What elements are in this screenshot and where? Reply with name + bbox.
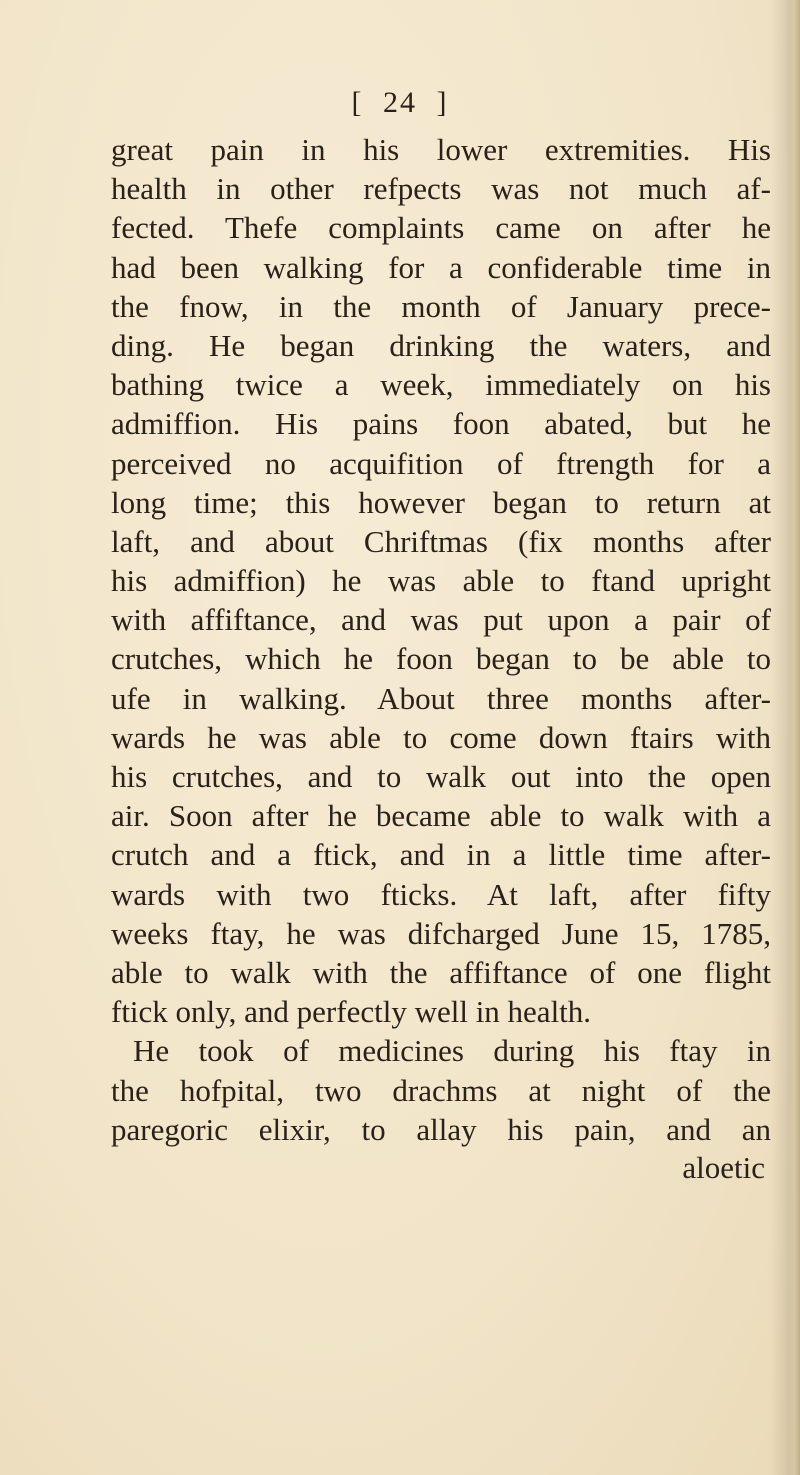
text-line: great pain in his lower extremities. His — [111, 132, 771, 167]
page-edge — [786, 0, 800, 1475]
text-line: He took of medicines during his ftay in — [133, 1033, 771, 1069]
text-line: wards he was able to come down ftairs with — [111, 719, 771, 755]
body-text — [111, 130, 771, 1149]
text-line: crutch and a ftick, and in a little time after- — [111, 837, 771, 873]
text-line: his admiffion) he was able to ftand upright — [111, 563, 771, 599]
text-line: wards with two fticks. At laft, after fifty — [111, 876, 771, 912]
text-line: air. Soon after he became able to walk with a — [111, 798, 771, 834]
text-line: admiffion. His pains foon abated, but he — [111, 406, 771, 442]
text-line: able to walk with the affiftance of one flight — [111, 954, 771, 990]
text-line: crutches, which he foon began to be able to — [111, 641, 771, 677]
text-line: ftick only, and perfectly well in health. — [111, 994, 592, 1030]
text-line: paregoric elixir, to allay his pain, and an — [111, 1111, 771, 1147]
text-line: weeks ftay, he was difcharged June 15, 1785, — [111, 915, 771, 951]
text-line: health in other refpects was not much af- — [111, 171, 771, 207]
text-line: bathing twice a week, immediately on his — [111, 367, 771, 403]
catchword: aloetic — [682, 1150, 765, 1185]
text-line: his crutches, and to walk out into the open — [111, 759, 771, 794]
text-line: perceived no acquifition of ftrength for a — [111, 445, 771, 481]
text-line: laft, and about Chriftmas (fix months after — [111, 523, 771, 559]
text-line: fected. Thefe complaints came on after he — [111, 210, 771, 246]
text-line: the hofpital, two drachms at night of the — [111, 1072, 771, 1108]
text-line: long time; this however began to return at — [111, 484, 771, 520]
text-line: ding. He began drinking the waters, and — [111, 327, 771, 363]
text-line: with affiftance, and was put upon a pair of — [111, 602, 771, 638]
page-number: [ 24 ] — [351, 86, 449, 119]
text-line: had been walking for a confiderable time in — [111, 249, 771, 285]
text-line: ufe in walking. About three months after- — [111, 680, 771, 716]
text-line: the fnow, in the month of January prece- — [111, 288, 771, 324]
